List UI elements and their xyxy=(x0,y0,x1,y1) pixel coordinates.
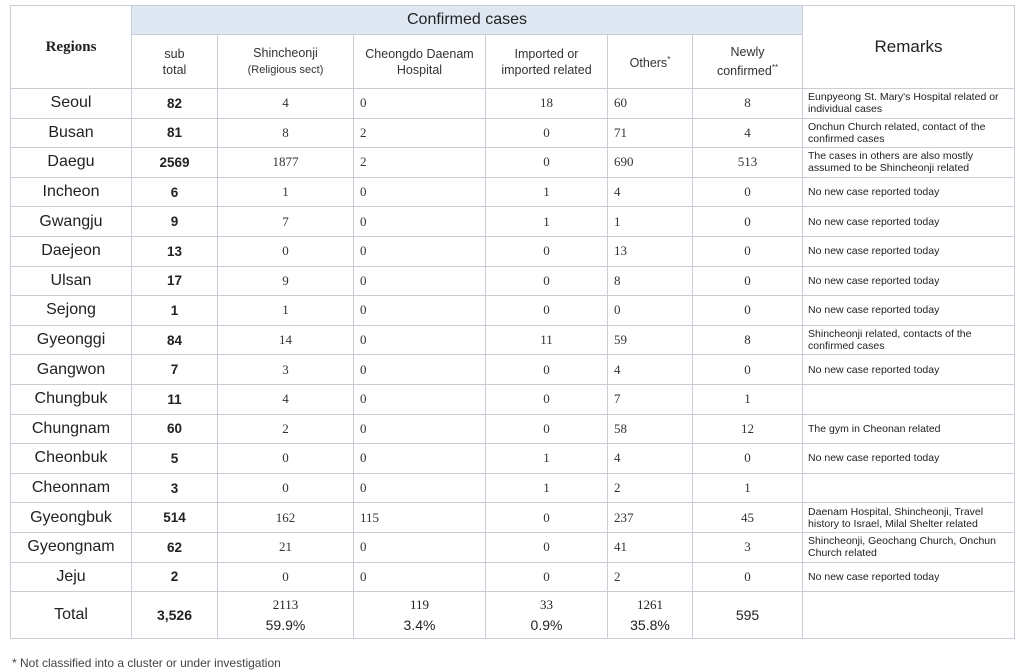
total-imported-count: 33 xyxy=(540,597,553,613)
region-cell: Seoul xyxy=(11,89,132,119)
shincheonji-cell: 0 xyxy=(218,444,354,474)
region-cell: Chungbuk xyxy=(11,384,132,414)
newly-confirmed-cell: 0 xyxy=(693,266,803,296)
subtotal-cell: 3 xyxy=(132,473,218,503)
imported-header-line2: imported related xyxy=(501,62,592,77)
others-cell: 59 xyxy=(608,325,693,355)
total-label: Total xyxy=(11,592,132,639)
total-newly-confirmed: 595 xyxy=(693,592,803,639)
region-cell: Gyeongbuk xyxy=(11,503,132,533)
others-cell: 58 xyxy=(608,414,693,444)
imported-header-line1: Imported or xyxy=(514,46,579,61)
remarks-cell: Daenam Hospital, Shincheonji, Travel history to Israel, Milal Shelter related xyxy=(803,503,1015,533)
subtotal-cell: 2569 xyxy=(132,148,218,178)
remarks-cell: Shincheonji related, contacts of the confirmed cases xyxy=(803,325,1015,355)
cheongdo-cell: 0 xyxy=(354,325,486,355)
subtotal-cell: 13 xyxy=(132,236,218,266)
cheongdo-cell: 0 xyxy=(354,296,486,326)
newly-header-mark: ** xyxy=(771,62,779,72)
newly-confirmed-cell: 0 xyxy=(693,562,803,592)
others-cell: 237 xyxy=(608,503,693,533)
remarks-cell: Eunpyeong St. Mary's Hospital related or individual cases xyxy=(803,89,1015,119)
remarks-header: Remarks xyxy=(803,6,1015,89)
cheongdo-cell: 2 xyxy=(354,148,486,178)
region-cell: Cheonnam xyxy=(11,473,132,503)
shincheonji-cell: 162 xyxy=(218,503,354,533)
remarks-cell: The cases in others are also mostly assumed to be Shincheonji related xyxy=(803,148,1015,178)
shincheonji-header-note: (Religious sect) xyxy=(247,64,324,76)
newly-confirmed-cell: 4 xyxy=(693,118,803,148)
newly-confirmed-cell: 12 xyxy=(693,414,803,444)
subtotal-cell: 11 xyxy=(132,384,218,414)
others-cell: 41 xyxy=(608,532,693,562)
cheongdo-header-line1: Cheongdo Daenam xyxy=(365,46,474,61)
cheongdo-cell: 0 xyxy=(354,207,486,237)
table-row xyxy=(11,207,1015,237)
cheongdo-cell: 0 xyxy=(354,266,486,296)
table-body xyxy=(11,89,1015,592)
total-cheongdo-count: 119 xyxy=(409,597,430,613)
shincheonji-cell: 21 xyxy=(218,532,354,562)
others-cell: 4 xyxy=(608,444,693,474)
shincheonji-cell: 0 xyxy=(218,562,354,592)
remarks-cell: No new case reported today xyxy=(803,562,1015,592)
total-cheongdo-percent: 3.4% xyxy=(403,617,436,634)
total-subtotal: 3,526 xyxy=(132,592,218,639)
imported-cell: 1 xyxy=(486,207,608,237)
cheongdo-header-line2: Hospital xyxy=(396,62,443,77)
imported-cell: 0 xyxy=(486,384,608,414)
remarks-cell: No new case reported today xyxy=(803,266,1015,296)
total-others-percent: 35.8% xyxy=(630,617,670,634)
cheongdo-cell: 0 xyxy=(354,355,486,385)
shincheonji-cell: 3 xyxy=(218,355,354,385)
remarks-cell: The gym in Cheonan related xyxy=(803,414,1015,444)
shincheonji-cell: 0 xyxy=(218,473,354,503)
subtotal-cell: 17 xyxy=(132,266,218,296)
remarks-cell: No new case reported today xyxy=(803,296,1015,326)
others-cell: 4 xyxy=(608,355,693,385)
imported-cell: 0 xyxy=(486,414,608,444)
shincheonji-cell: 1 xyxy=(218,296,354,326)
others-cell: 60 xyxy=(608,89,693,119)
newly-confirmed-cell: 0 xyxy=(693,236,803,266)
others-cell: 1 xyxy=(608,207,693,237)
cheongdo-cell: 0 xyxy=(354,562,486,592)
imported-cell: 1 xyxy=(486,444,608,474)
cheongdo-cell: 0 xyxy=(354,89,486,119)
others-header-mark: * xyxy=(667,54,671,64)
imported-header xyxy=(486,35,608,89)
subtotal-cell: 81 xyxy=(132,118,218,148)
table-row xyxy=(11,266,1015,296)
newly-confirmed-cell: 1 xyxy=(693,473,803,503)
table-row xyxy=(11,325,1015,355)
imported-cell: 0 xyxy=(486,296,608,326)
others-cell: 2 xyxy=(608,562,693,592)
shincheonji-cell: 14 xyxy=(218,325,354,355)
region-cell: Gyeongnam xyxy=(11,532,132,562)
region-cell: Gyeonggi xyxy=(11,325,132,355)
region-cell: Daejeon xyxy=(11,236,132,266)
subtotal-cell: 2 xyxy=(132,562,218,592)
table-row xyxy=(11,355,1015,385)
remarks-cell: Shincheonji, Geochang Church, Onchun Church related xyxy=(803,532,1015,562)
shincheonji-cell: 4 xyxy=(218,384,354,414)
confirmed-cases-table xyxy=(10,5,1015,639)
others-header-label: Others xyxy=(629,56,668,71)
region-cell: Gwangju xyxy=(11,207,132,237)
imported-cell: 0 xyxy=(486,355,608,385)
total-row xyxy=(11,592,1015,639)
others-cell: 7 xyxy=(608,384,693,414)
newly-confirmed-cell: 8 xyxy=(693,325,803,355)
table-row xyxy=(11,384,1015,414)
regions-header: Regions xyxy=(11,6,132,89)
total-remarks xyxy=(803,592,1015,639)
remarks-cell: No new case reported today xyxy=(803,236,1015,266)
cheongdo-header xyxy=(354,35,486,89)
table-row xyxy=(11,296,1015,326)
shincheonji-cell: 9 xyxy=(218,266,354,296)
newly-confirmed-cell: 3 xyxy=(693,532,803,562)
region-cell: Incheon xyxy=(11,177,132,207)
imported-cell: 11 xyxy=(486,325,608,355)
shincheonji-cell: 0 xyxy=(218,236,354,266)
total-shincheonji xyxy=(218,592,354,639)
subtotal-cell: 6 xyxy=(132,177,218,207)
newly-confirmed-cell: 0 xyxy=(693,444,803,474)
shincheonji-cell: 1877 xyxy=(218,148,354,178)
subtotal-header xyxy=(132,35,218,89)
region-cell: Ulsan xyxy=(11,266,132,296)
shincheonji-cell: 8 xyxy=(218,118,354,148)
cheongdo-cell: 0 xyxy=(354,532,486,562)
total-imported xyxy=(486,592,608,639)
others-cell: 8 xyxy=(608,266,693,296)
subtotal-cell: 1 xyxy=(132,296,218,326)
table-row xyxy=(11,562,1015,592)
region-cell: Chungnam xyxy=(11,414,132,444)
imported-cell: 1 xyxy=(486,473,608,503)
imported-cell: 0 xyxy=(486,148,608,178)
cheongdo-cell: 0 xyxy=(354,414,486,444)
remarks-cell: Onchun Church related, contact of the confirmed cases xyxy=(803,118,1015,148)
newly-confirmed-cell: 45 xyxy=(693,503,803,533)
table-row xyxy=(11,473,1015,503)
remarks-cell xyxy=(803,473,1015,503)
newly-confirmed-cell: 0 xyxy=(693,296,803,326)
subtotal-cell: 7 xyxy=(132,355,218,385)
subtotal-cell: 82 xyxy=(132,89,218,119)
imported-cell: 0 xyxy=(486,503,608,533)
footnote: * Not classified into a cluster or under investigation xyxy=(12,656,281,670)
cheongdo-cell: 2 xyxy=(354,118,486,148)
table-row xyxy=(11,177,1015,207)
subtotal-header-line1: sub xyxy=(164,46,185,61)
newly-confirmed-cell: 8 xyxy=(693,89,803,119)
newly-confirmed-cell: 0 xyxy=(693,207,803,237)
subtotal-header-line2: total xyxy=(162,62,187,77)
remarks-cell: No new case reported today xyxy=(803,177,1015,207)
table-row xyxy=(11,148,1015,178)
imported-cell: 0 xyxy=(486,236,608,266)
newly-header-line1: Newly xyxy=(730,44,765,59)
cheongdo-cell: 0 xyxy=(354,473,486,503)
others-cell: 4 xyxy=(608,177,693,207)
subtotal-cell: 62 xyxy=(132,532,218,562)
shincheonji-header xyxy=(218,35,354,89)
region-cell: Daegu xyxy=(11,148,132,178)
subtotal-cell: 5 xyxy=(132,444,218,474)
others-header xyxy=(608,35,693,89)
subtotal-cell: 84 xyxy=(132,325,218,355)
imported-cell: 0 xyxy=(486,118,608,148)
total-shincheonji-count: 2113 xyxy=(272,597,299,613)
newly-confirmed-cell: 1 xyxy=(693,384,803,414)
shincheonji-cell: 7 xyxy=(218,207,354,237)
others-cell: 690 xyxy=(608,148,693,178)
table-row xyxy=(11,444,1015,474)
total-imported-percent: 0.9% xyxy=(530,617,563,634)
imported-cell: 1 xyxy=(486,177,608,207)
total-others-count: 1261 xyxy=(637,597,663,613)
newly-confirmed-cell: 0 xyxy=(693,355,803,385)
remarks-cell: No new case reported today xyxy=(803,207,1015,237)
imported-cell: 0 xyxy=(486,532,608,562)
remarks-cell: No new case reported today xyxy=(803,355,1015,385)
region-cell: Sejong xyxy=(11,296,132,326)
region-cell: Jeju xyxy=(11,562,132,592)
region-cell: Cheonbuk xyxy=(11,444,132,474)
newly-confirmed-header xyxy=(693,35,803,89)
confirmed-cases-header: Confirmed cases xyxy=(132,6,803,35)
imported-cell: 0 xyxy=(486,266,608,296)
table-row xyxy=(11,236,1015,266)
imported-cell: 18 xyxy=(486,89,608,119)
others-cell: 71 xyxy=(608,118,693,148)
shincheonji-cell: 1 xyxy=(218,177,354,207)
cheongdo-cell: 0 xyxy=(354,177,486,207)
others-cell: 2 xyxy=(608,473,693,503)
total-shincheonji-percent: 59.9% xyxy=(265,617,306,634)
others-cell: 0 xyxy=(608,296,693,326)
remarks-cell xyxy=(803,384,1015,414)
cheongdo-cell: 0 xyxy=(354,444,486,474)
shincheonji-header-label: Shincheonji xyxy=(253,46,318,60)
others-cell: 13 xyxy=(608,236,693,266)
cheongdo-cell: 0 xyxy=(354,236,486,266)
shincheonji-cell: 2 xyxy=(218,414,354,444)
total-others xyxy=(608,592,693,639)
table-row xyxy=(11,118,1015,148)
subtotal-cell: 60 xyxy=(132,414,218,444)
shincheonji-cell: 4 xyxy=(218,89,354,119)
subtotal-cell: 9 xyxy=(132,207,218,237)
subtotal-cell: 514 xyxy=(132,503,218,533)
newly-confirmed-cell: 0 xyxy=(693,177,803,207)
region-cell: Busan xyxy=(11,118,132,148)
newly-confirmed-cell: 513 xyxy=(693,148,803,178)
newly-header-line2: confirmed xyxy=(716,64,772,79)
remarks-cell: No new case reported today xyxy=(803,444,1015,474)
cheongdo-cell: 115 xyxy=(354,503,486,533)
total-cheongdo xyxy=(354,592,486,639)
table-row xyxy=(11,503,1015,533)
table-row xyxy=(11,414,1015,444)
imported-cell: 0 xyxy=(486,562,608,592)
table-row xyxy=(11,89,1015,119)
table-row xyxy=(11,532,1015,562)
cheongdo-cell: 0 xyxy=(354,384,486,414)
region-cell: Gangwon xyxy=(11,355,132,385)
